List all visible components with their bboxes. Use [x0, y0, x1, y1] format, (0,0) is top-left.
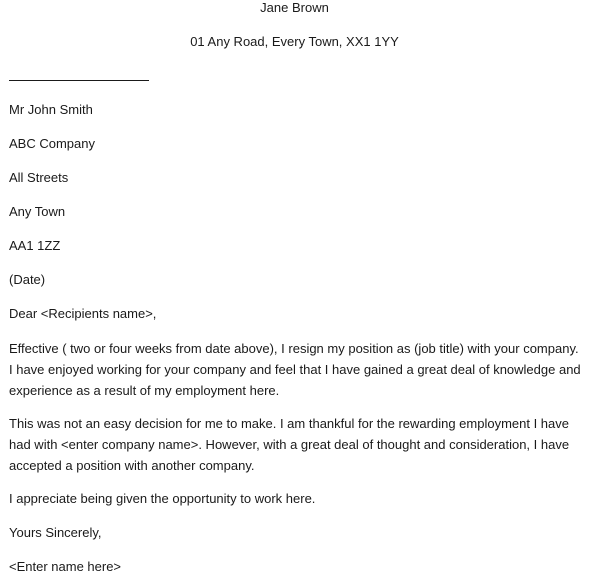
letter-date: (Date): [9, 272, 46, 287]
recipient-postcode: AA1 1ZZ: [9, 238, 61, 253]
recipient-company: ABC Company: [9, 136, 95, 151]
recipient-town: Any Town: [9, 204, 66, 219]
sender-address: 01 Any Road, Every Town, XX1 1YY: [190, 34, 399, 49]
signature: <Enter name here>: [9, 559, 122, 574]
recipient-street: All Streets: [9, 170, 69, 185]
closing: Yours Sincerely,: [9, 525, 102, 540]
signature-rule: [9, 80, 149, 81]
salutation: Dear <Recipients name>,: [9, 306, 157, 321]
body-paragraph-2: This was not an easy decision for me to make. I am thankful for the rewarding employment I have had with <enter company name>. However, with a great deal of thought and consideration, I have accepted a position with another company.: [9, 416, 570, 473]
body-paragraph-3: I appreciate being given the opportunity to work here.: [9, 491, 316, 506]
sender-name: Jane Brown: [260, 0, 329, 15]
body-paragraph-1: Effective ( two or four weeks from date above), I resign my position as (job title) with your company. I have enjoyed working for your company and feel that I have gained a great deal of knowledge and experience as a result of my employment here.: [9, 341, 581, 398]
recipient-name: Mr John Smith: [9, 102, 93, 117]
